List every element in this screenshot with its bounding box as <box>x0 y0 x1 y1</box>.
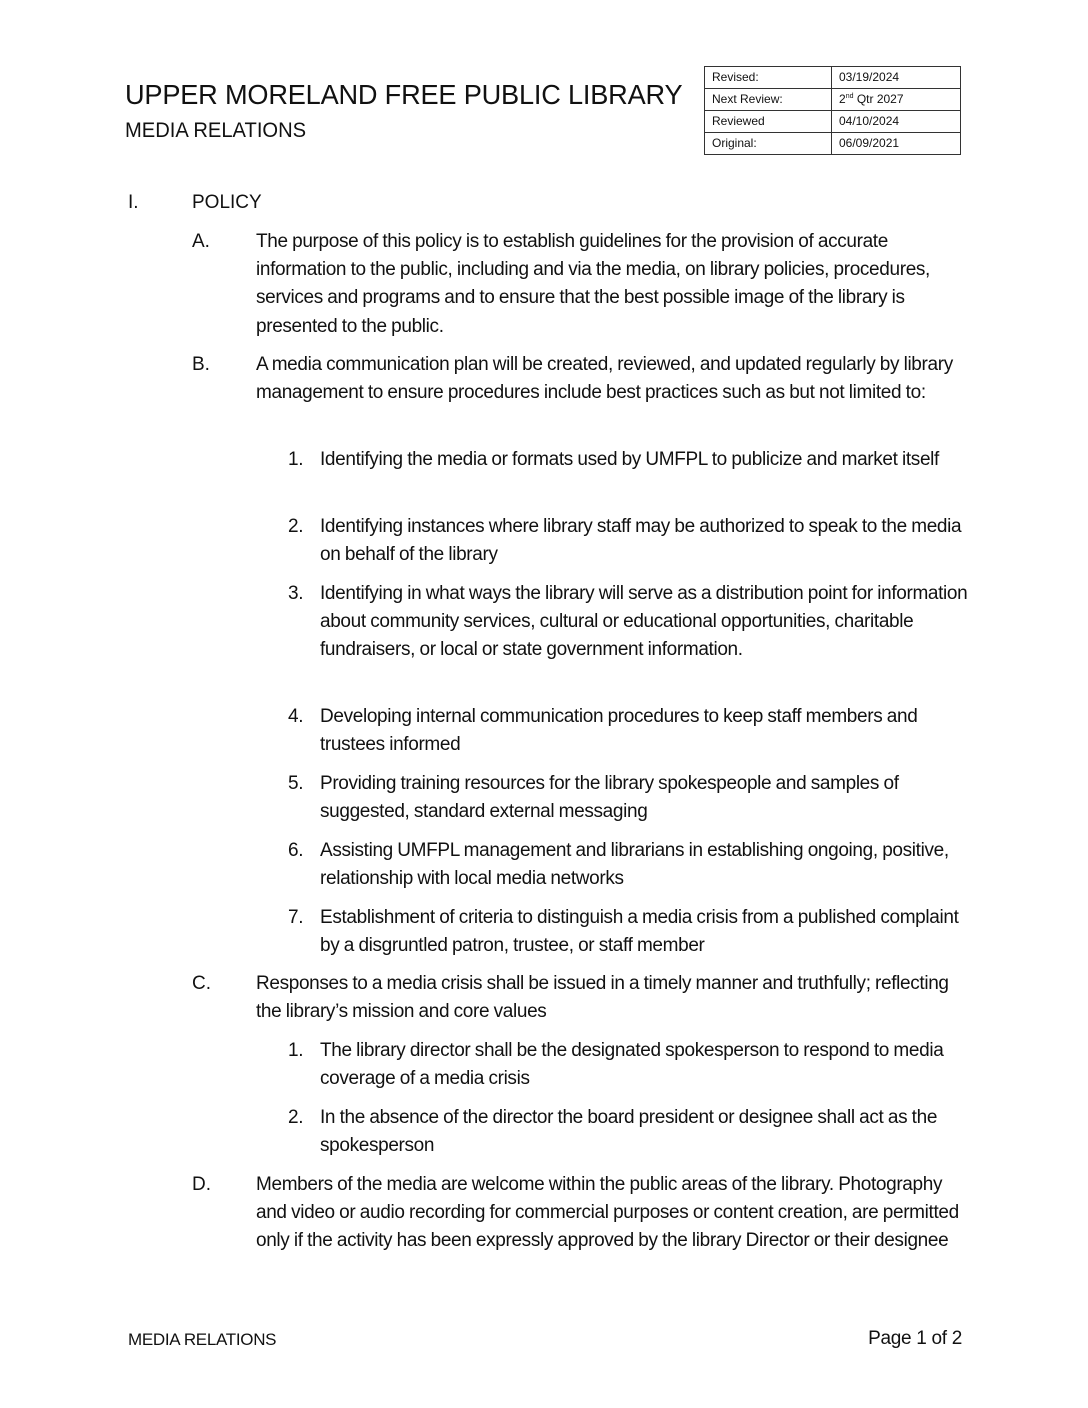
list-text: In the absence of the director the board president or designee shall act as the spokesperson <box>320 1107 938 1157</box>
list-number: 3. <box>288 583 304 604</box>
policy-item-c-subitem-2 <box>288 1104 978 1160</box>
item-letter: A. <box>192 231 210 252</box>
section-title: POLICY <box>192 192 262 213</box>
list-number: 4. <box>288 706 304 727</box>
list-item <box>288 703 978 759</box>
policy-item-d <box>192 1171 972 1256</box>
document-title: UPPER MORELAND FREE PUBLIC LIBRARY <box>125 79 683 110</box>
policy-item-b-subitem-4 <box>288 703 978 759</box>
list-text: Identifying the media or formats used by UMFPL to publicize and market itself <box>320 449 939 470</box>
list-item <box>288 513 978 569</box>
list-text: Developing internal communication procedures to keep staff members and trustees informed <box>320 706 918 756</box>
list-number: 2. <box>288 1107 304 1128</box>
reviewed-label: Reviewed <box>705 111 832 133</box>
list-text: Identifying in what ways the library will serve as a distribution point for information about community services, cultural or educational opportunities, charitable fundraisers, or local or state government information. <box>320 583 968 661</box>
list-item <box>288 580 978 665</box>
footer-document-name: MEDIA RELATIONS <box>128 1330 277 1349</box>
item-text: The purpose of this policy is to establish guidelines for the provision of accurate information to the public, including and via the media, on library policies, procedures, services and programs and to ensure that the best possible image of the library is presented to the public. <box>256 231 930 337</box>
next-review-value-suffix: Qtr 2027 <box>853 92 904 106</box>
footer-page-number: Page 1 of 2 <box>868 1328 962 1349</box>
list-number: 6. <box>288 840 304 861</box>
list-number: 7. <box>288 907 304 928</box>
policy-item-b-subitem-3 <box>288 580 978 665</box>
policy-item-c-subitem-1 <box>288 1037 978 1093</box>
list-number: 5. <box>288 773 304 794</box>
revision-row-original <box>705 133 961 155</box>
list-text: Identifying instances where library staff may be authorized to speak to the media on behalf of the library <box>320 516 962 566</box>
original-label: Original: <box>705 133 832 155</box>
original-value: 06/09/2021 <box>832 133 961 155</box>
item-text: Responses to a media crisis shall be issued in a timely manner and truthfully; reflecting the library’s mission and core values <box>256 973 949 1023</box>
list-item <box>288 904 978 960</box>
list-item <box>288 770 978 826</box>
policy-item-b-subitem-7 <box>288 904 978 960</box>
policy-item-b-subitem-5 <box>288 770 978 826</box>
item-letter: C. <box>192 973 211 994</box>
revised-label: Revised: <box>705 67 832 89</box>
next-review-value-ordinal: nd <box>845 93 854 100</box>
policy-item-c <box>192 970 972 1026</box>
next-review-value-number: 2 <box>839 92 846 106</box>
item-text: Members of the media are welcome within the public areas of the library. Photography and video or audio recording for commercial purposes or content creation, are permitted only if the activity has been expressly approved by the library Director or their designee <box>256 1174 959 1252</box>
policy-item-b <box>192 351 972 407</box>
next-review-value <box>832 89 961 111</box>
list-number: 1. <box>288 1040 304 1061</box>
revision-row-revised <box>705 67 961 89</box>
list-text: Providing training resources for the library spokespeople and samples of suggested, standard external messaging <box>320 773 899 823</box>
list-item <box>288 1037 978 1093</box>
item-text: A media communication plan will be created, reviewed, and updated regularly by library management to ensure procedures include best practices such as but not limited to: <box>256 354 953 404</box>
item-letter: D. <box>192 1174 211 1195</box>
policy-item-a <box>192 228 972 341</box>
list-number: 2. <box>288 516 304 537</box>
next-review-label: Next Review: <box>705 89 832 111</box>
revision-row-reviewed <box>705 111 961 133</box>
policy-item-b-subitem-2 <box>288 513 978 569</box>
list-item <box>288 1104 978 1160</box>
list-text: The library director shall be the designated spokesperson to respond to media coverage of a media crisis <box>320 1040 944 1090</box>
revision-row-next-review <box>705 89 961 111</box>
list-number: 1. <box>288 449 304 470</box>
section-number: I. <box>128 192 139 213</box>
list-item <box>288 446 978 474</box>
revised-value: 03/19/2024 <box>832 67 961 89</box>
policy-item-b-subitem-1 <box>288 446 978 474</box>
policy-item-b-subitem-6 <box>288 837 978 893</box>
revision-table <box>704 66 961 155</box>
list-item <box>288 837 978 893</box>
reviewed-value: 04/10/2024 <box>832 111 961 133</box>
item-letter: B. <box>192 354 210 375</box>
list-text: Establishment of criteria to distinguish a media crisis from a published complaint by a disgruntled patron, trustee, or staff member <box>320 907 959 957</box>
list-text: Assisting UMFPL management and librarians in establishing ongoing, positive, relationship with local media networks <box>320 840 949 890</box>
document-subtitle: MEDIA RELATIONS <box>125 119 307 142</box>
